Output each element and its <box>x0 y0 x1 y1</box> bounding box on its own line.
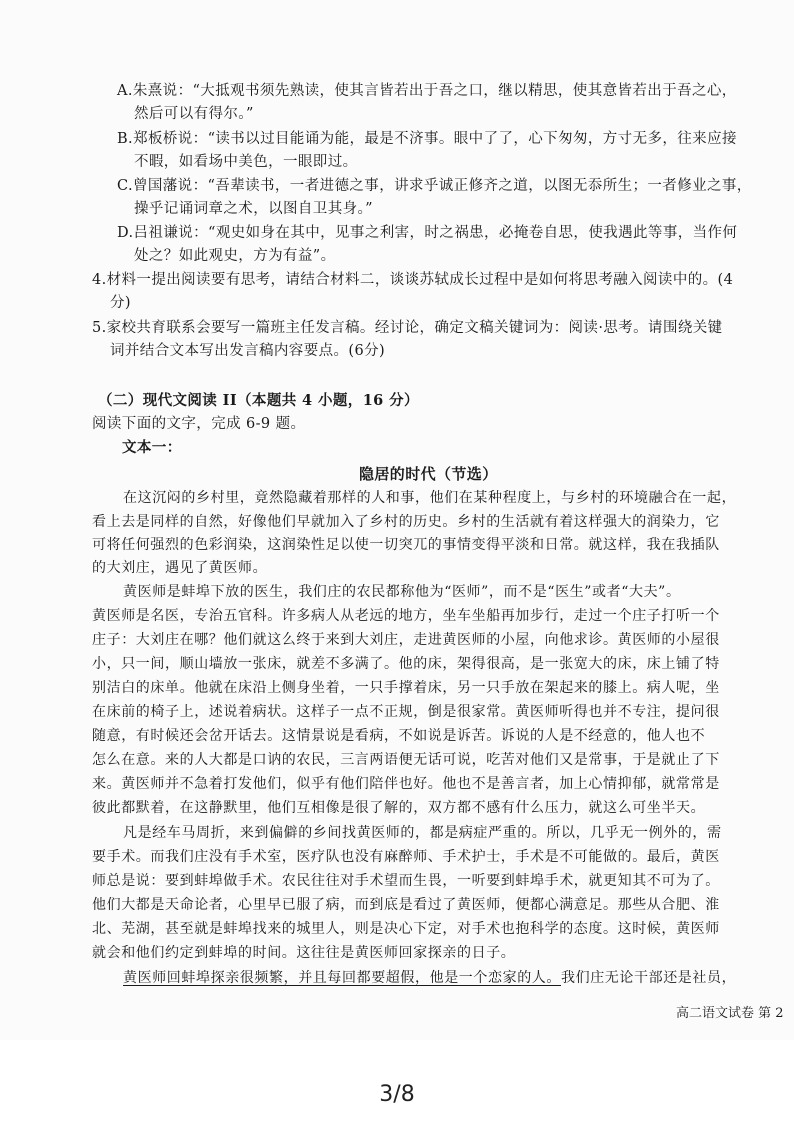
exam-footer-label: 高二语文试卷 第 <box>676 1006 772 1021</box>
question-4-line-1: 4.材料一提出阅读要有思考，请结合材料二，谈谈苏轼成长过程中是如何将思考融入阅读中的。(4 <box>92 272 734 288</box>
option-c-line-1: C.曾国藩说：“吾辈读书，一者进德之事，讲求乎诚正修齐之道，以图无忝所生；一者修业之事， <box>117 178 752 194</box>
passage-line: 他们大都是天命论者，心里早已服了病，而到底是看过了黄医师，便都心满意足。那些从合肥、淮 <box>92 897 720 913</box>
passage-line: 怎么在意。来的人大都是口讷的农民，三言两语便无话可说，吃苦对他们又是常事，于是就止了下 <box>92 752 720 768</box>
exam-footer <box>676 1002 784 1021</box>
passage-line-mixed <box>123 968 736 988</box>
passage-line: 可将任何强烈的色彩润染，这润染性足以使一切突兀的事情变得平淡和日常。就这样，我在我插队 <box>92 537 720 553</box>
passage-line: 看上去是同样的自然，好像他们早就加入了乡村的历史。乡村的生活就有着这样强大的润染力，它 <box>92 514 720 530</box>
passage-line: 黄医师是名医，专治五官科。许多病人从老远的地方，坐车坐船再加步行，走过一个庄子打听一个 <box>92 608 720 624</box>
section-instruction: 阅读下面的文字，完成 6-9 题。 <box>92 416 306 432</box>
option-d-line-2: 处之？如此观史，方为有益”。 <box>134 248 336 264</box>
page-indicator: 3/8 <box>379 1082 415 1107</box>
passage-line: 就会和他们约定到蚌埠的时间。这往往是黄医师回家探亲的日子。 <box>92 945 516 961</box>
question-5-line-2: 词并结合文本写出发言稿内容要点。(6分) <box>110 343 386 359</box>
passage-line: 师总是说：要到蚌埠做手术。农民往往对手术望而生畏，一听要到蚌埠手术，就更知其不可为了。 <box>92 873 720 889</box>
passage-line: 在这沉闷的乡村里，竟然隐藏着那样的人和事，他们在某种程度上，与乡村的环境融合在一起， <box>123 490 737 506</box>
question-5-line-1: 5.家校共育联系会要写一篇班主任发言稿。经讨论，确定文稿关键词为：阅读·思考。请围绕关键 <box>92 320 723 336</box>
passage-line: 北、芜湖，甚至就是蚌埠找来的城里人，则是决心下定，对手术也抱科学的态度。这时候，黄医师 <box>92 921 720 937</box>
passage-line: 要手术。而我们庄没有手术室，医疗队也没有麻醉师、手术护士，手术是不可能做的。最后，黄医 <box>92 849 720 865</box>
question-4-line-2: 分) <box>110 295 131 311</box>
option-c-line-2: 操乎记诵词章之术，以图自卫其身。” <box>134 201 373 217</box>
passage-line: 黄医师是蚌埠下放的医生，我们庄的农民都称他为“医师”，而不是“医生”或者“大夫”。 <box>123 584 681 600</box>
passage-line: 随意，有时候还会岔开话去。这情景说是看病，不如说是诉苦。诉说的人是不经意的，他人也不 <box>92 728 706 744</box>
passage-line: 庄子：大刘庄在哪？他们就这么终于来到大刘庄，走进黄医师的小屋，向他求诊。黄医师的小屋很 <box>92 632 720 648</box>
passage-line-rest: 我们庄无论干部还是社员， <box>561 970 737 986</box>
exam-footer-page: 2 <box>775 1006 784 1021</box>
option-a-line-1: A.朱熹说：“大抵观书须先熟读，使其言皆若出于吾之口，继以精思，使其意皆若出于吾之心， <box>117 83 737 99</box>
text-label: 文本一： <box>122 439 182 456</box>
option-b-line-1: B.郑板桥说：“读书以过目能诵为能，最是不济事。眼中了了，心下匆匆，方寸无多，往来应接 <box>117 131 737 147</box>
passage-line: 来。黄医师并不急着打发他们，似乎有他们陪伴也好。他也不是善言者，加上心情抑郁，就常常是 <box>92 776 720 792</box>
passage-line: 的大刘庄，遇见了黄医师。 <box>92 560 268 576</box>
option-b-line-2: 不暇，如看场中美色，一眼即过。 <box>134 154 358 170</box>
passage-line: 彼此都默着，在这静默里，他们互相像是很了解的，双方都不感有什么压力，就这么可坐半天。 <box>92 800 706 816</box>
passage-line: 凡是经车马周折，来到偏僻的乡间找黄医师的，都是病症严重的。所以，几乎无一例外的，需 <box>123 825 722 841</box>
passage-title: 隐居的时代（节选） <box>359 465 498 483</box>
passage-line: 小，只一间，顺山墙放一张床，就差不多满了。他的床，架得很高，是一张宽大的床，床上铺了特 <box>92 656 720 672</box>
passage-line: 在床前的椅子上，述说着病状。这样子一点不正规，倒是很家常。黄医师听得也并不专注，提问很 <box>92 704 720 720</box>
section-heading: （二）现代文阅读 II（本题共 4 小题，16 分） <box>98 392 419 409</box>
option-d-line-1: D.吕祖谦说：“观史如身在其中，见事之利害，时之祸患，必掩卷自思，使我遇此等事，当作何 <box>117 225 738 241</box>
passage-line: 别洁白的床单。他就在床沿上侧身坐着，一只手撑着床，另一只手放在架起来的膝上。病人呢，坐 <box>92 680 720 696</box>
underlined-sentence: 黄医师回蚌埠探亲很频繁，并且每回都要超假，他是一个恋家的人。 <box>123 970 561 986</box>
option-a-line-2: 然后可以有得尔。” <box>134 106 254 122</box>
